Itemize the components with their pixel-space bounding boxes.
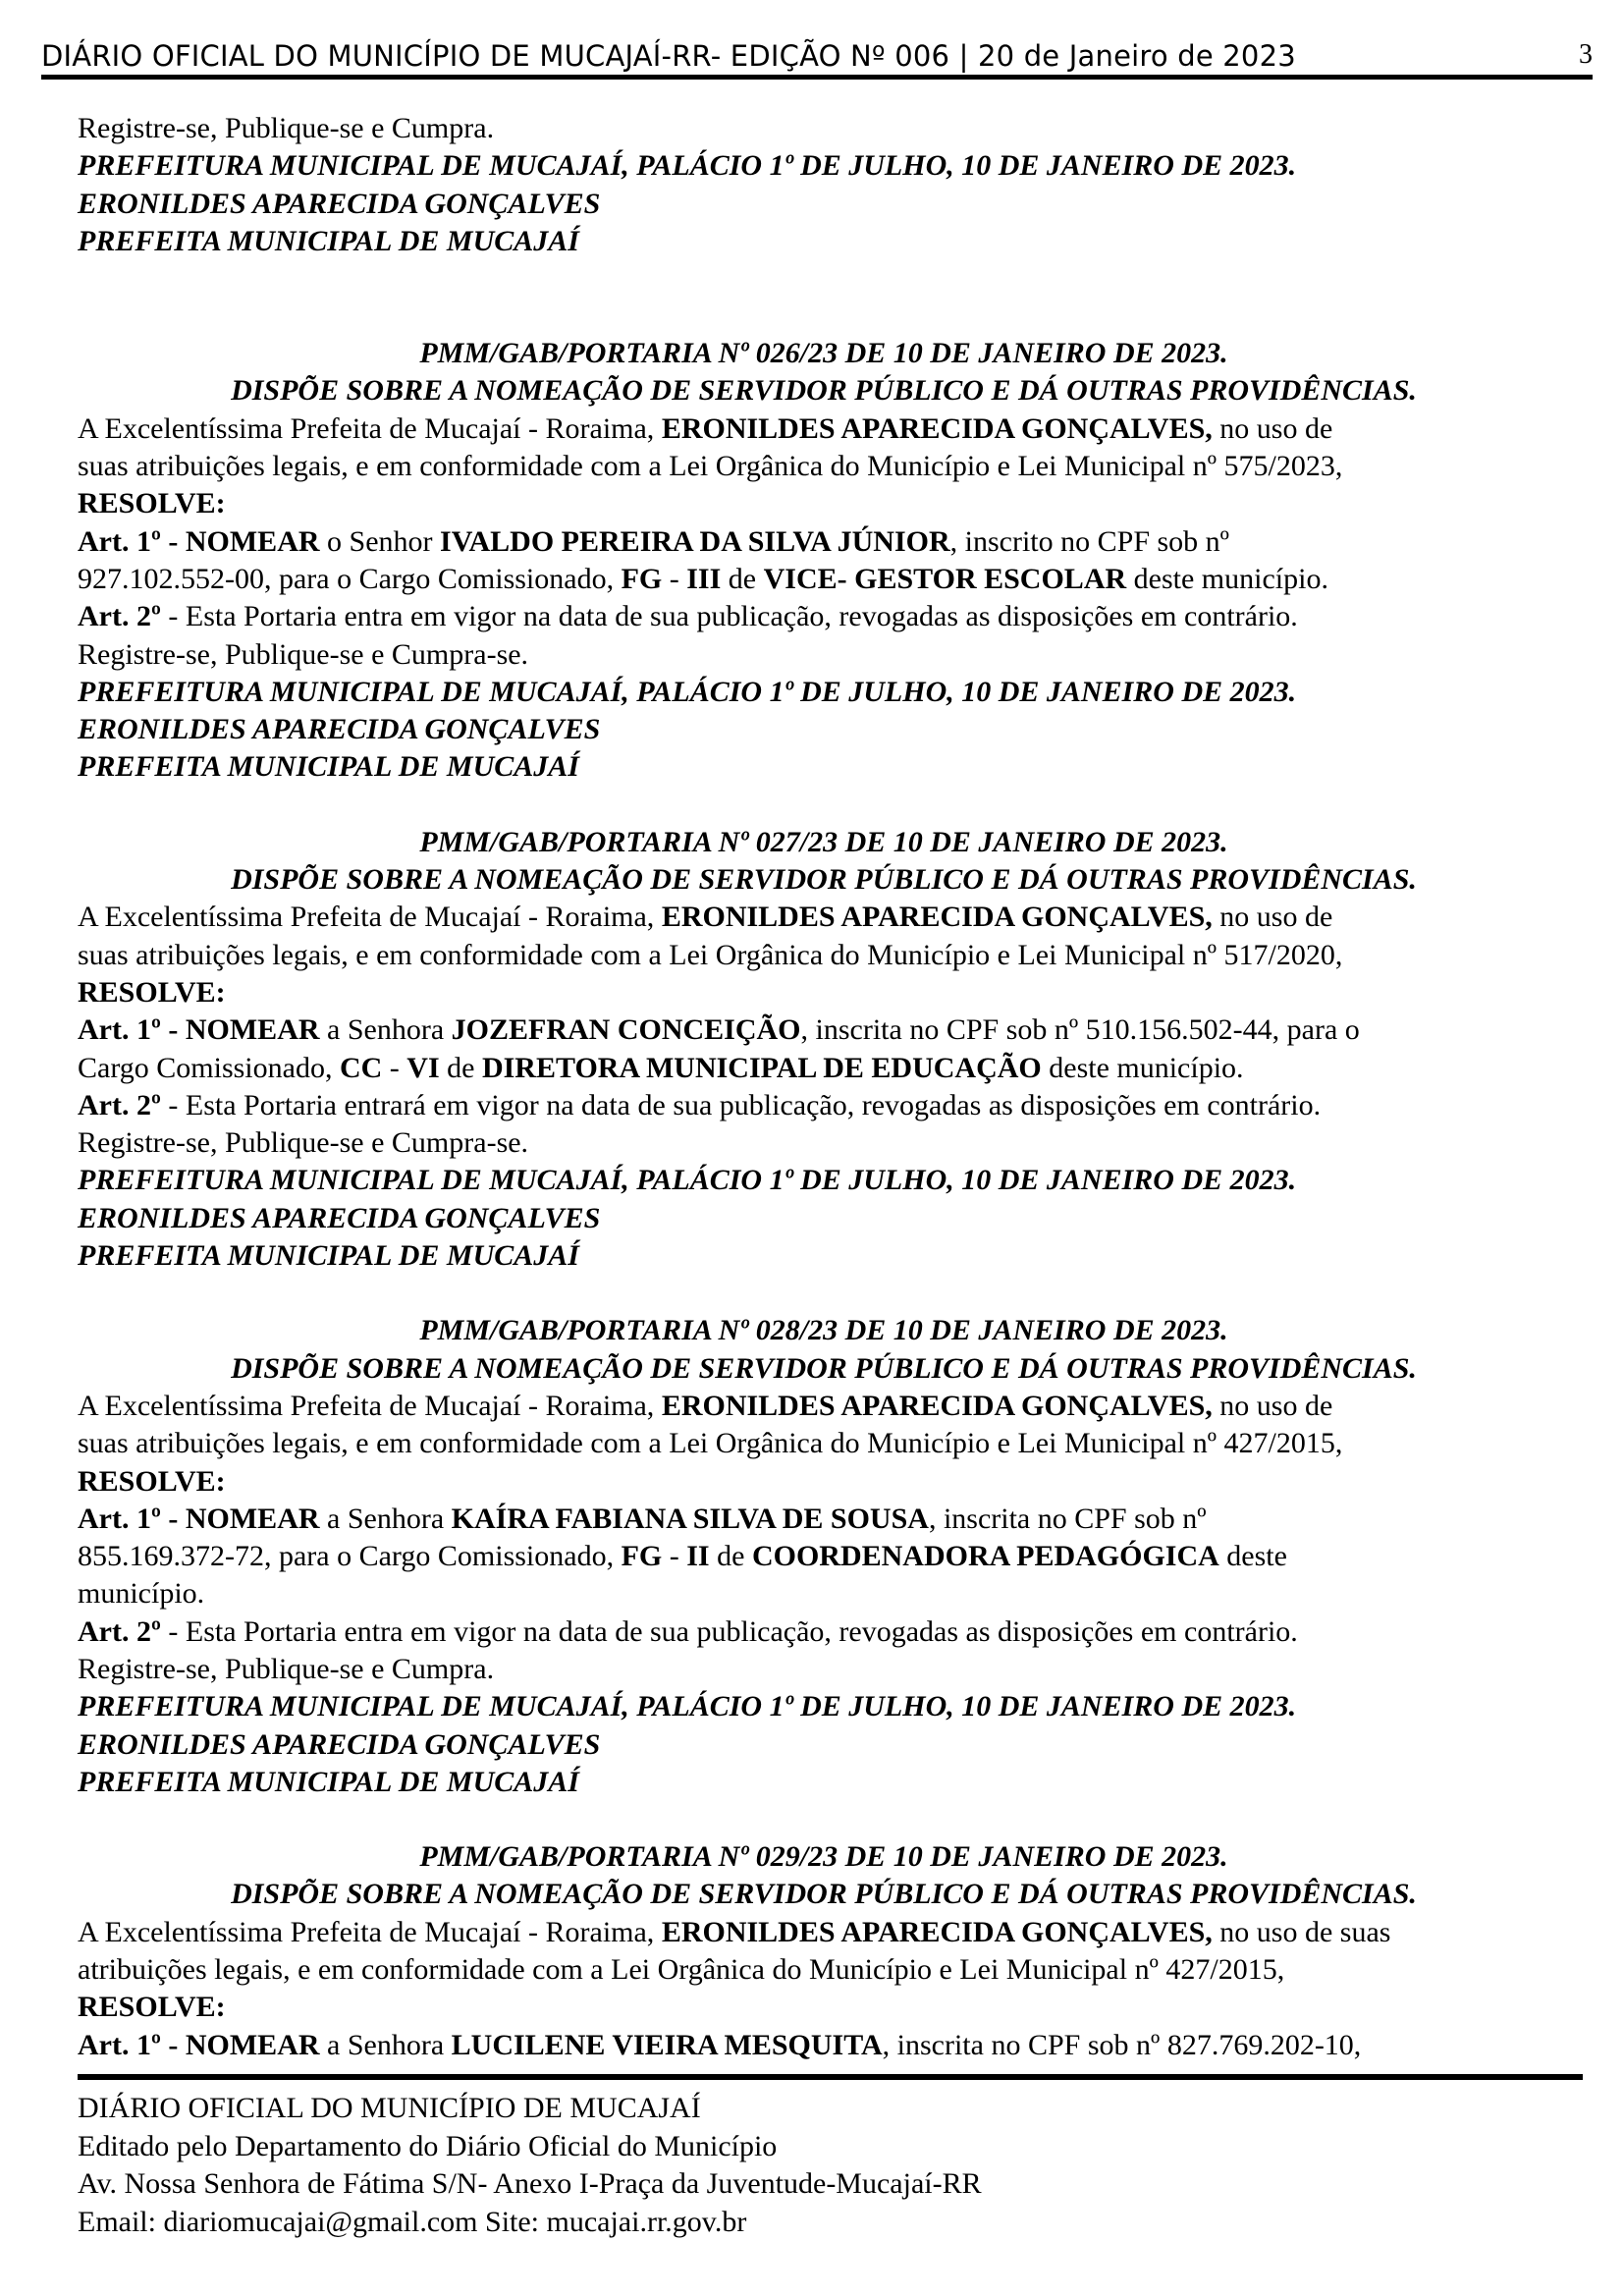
article-1-cont: 927.102.552-00, para o Cargo Comissionado, FG - III de VICE- GESTOR ESCOLAR deste município. <box>78 562 1328 595</box>
portaria-title: PMM/GAB/PORTARIA Nº 029/23 DE 10 DE JANEIRO DE 2023. <box>419 1840 1228 1874</box>
portaria-027 <box>78 824 1570 1276</box>
closing-line: Registre-se, Publique-se e Cumpra. <box>78 1652 495 1685</box>
signer-role: PREFEITA MUNICIPAL DE MUCAJAÍ <box>78 1765 579 1798</box>
page-number: 3 <box>1579 39 1593 70</box>
page-footer <box>78 2090 982 2241</box>
page-header <box>41 39 1593 79</box>
signer-role: PREFEITA MUNICIPAL DE MUCAJAÍ <box>78 1239 579 1273</box>
signer-name: ERONILDES APARECIDA GONÇALVES <box>78 713 601 746</box>
portaria-title: PMM/GAB/PORTARIA Nº 026/23 DE 10 DE JANEIRO DE 2023. <box>419 337 1228 370</box>
portaria-subject: DISPÕE SOBRE A NOMEAÇÃO DE SERVIDOR PÚBLICO E DÁ OUTRAS PROVIDÊNCIAS. <box>231 1878 1417 1911</box>
resolve-label: RESOLVE: <box>78 487 226 520</box>
portaria-subject: DISPÕE SOBRE A NOMEAÇÃO DE SERVIDOR PÚBLICO E DÁ OUTRAS PROVIDÊNCIAS. <box>231 1351 1417 1385</box>
portaria-intro: A Excelentíssima Prefeita de Mucajaí - Roraima, ERONILDES APARECIDA GONÇALVES, no uso de <box>78 411 1333 445</box>
footer-editor: Editado pelo Departamento do Diário Oficial do Município <box>78 2129 778 2162</box>
portaria-title: PMM/GAB/PORTARIA Nº 028/23 DE 10 DE JANEIRO DE 2023. <box>419 1314 1228 1347</box>
place-date: PREFEITURA MUNICIPAL DE MUCAJAÍ, PALÁCIO 1º DE JULHO, 10 DE JANEIRO DE 2023. <box>78 1690 1297 1723</box>
portaria-intro: A Excelentíssima Prefeita de Mucajaí - Roraima, ERONILDES APARECIDA GONÇALVES, no uso de <box>78 1389 1333 1422</box>
closing-line: Registre-se, Publique-se e Cumpra. <box>78 112 495 144</box>
resolve-label: RESOLVE: <box>78 1464 226 1498</box>
article-1-cont2: município. <box>78 1577 205 1611</box>
portaria-029 <box>78 1838 1570 2064</box>
section-gap <box>78 787 1570 824</box>
article-2: Art. 2º - Esta Portaria entra em vigor na data de sua publicação, revogadas as disposições em contrário. <box>78 600 1298 633</box>
portaria-intro: A Excelentíssima Prefeita de Mucajaí - Roraima, ERONILDES APARECIDA GONÇALVES, no uso de suas <box>78 1915 1391 1948</box>
section-gap <box>78 1801 1570 1838</box>
resolve-label: RESOLVE: <box>78 975 226 1009</box>
article-1: Art. 1º - NOMEAR a Senhora KAÍRA FABIANA SILVA DE SOUSA, inscrita no CPF sob nº <box>78 1502 1207 1535</box>
portaria-026 <box>78 335 1570 787</box>
portaria-subject: DISPÕE SOBRE A NOMEAÇÃO DE SERVIDOR PÚBLICO E DÁ OUTRAS PROVIDÊNCIAS. <box>231 374 1417 408</box>
footer-title: DIÁRIO OFICIAL DO MUNICÍPIO DE MUCAJAÍ <box>78 2092 701 2124</box>
article-2: Art. 2º - Esta Portaria entra em vigor na data de sua publicação, revogadas as disposições em contrário. <box>78 1614 1298 1648</box>
portaria-028 <box>78 1312 1570 1801</box>
article-1: Art. 1º - NOMEAR a Senhora JOZEFRAN CONCEIÇÃO, inscrita no CPF sob nº 510.156.502-44, para o <box>78 1013 1360 1047</box>
header-rule <box>41 75 1593 80</box>
portaria-intro-cont: suas atribuições legais, e em conformidade com a Lei Orgânica do Município e Lei Municipal nº 575/2023, <box>78 450 1343 483</box>
header-title: DIÁRIO OFICIAL DO MUNICÍPIO DE MUCAJAÍ-RR- EDIÇÃO Nº 006 | 20 de Janeiro de 2023 <box>41 39 1296 73</box>
signer-role: PREFEITA MUNICIPAL DE MUCAJAÍ <box>78 750 579 784</box>
signer-name: ERONILDES APARECIDA GONÇALVES <box>78 1727 601 1761</box>
portaria-title: PMM/GAB/PORTARIA Nº 027/23 DE 10 DE JANEIRO DE 2023. <box>419 825 1228 858</box>
signer-name: ERONILDES APARECIDA GONÇALVES <box>78 187 601 220</box>
signer-name: ERONILDES APARECIDA GONÇALVES <box>78 1201 601 1234</box>
footer-rule <box>78 2074 1583 2080</box>
article-1-cont: Cargo Comissionado, CC - VI de DIRETORA MUNICIPAL DE EDUCAÇÃO deste município. <box>78 1051 1244 1084</box>
portaria-subject: DISPÕE SOBRE A NOMEAÇÃO DE SERVIDOR PÚBLICO E DÁ OUTRAS PROVIDÊNCIAS. <box>231 863 1417 897</box>
signer-role: PREFEITA MUNICIPAL DE MUCAJAÍ <box>78 224 579 257</box>
portaria-intro-cont: atribuições legais, e em conformidade com a Lei Orgânica do Município e Lei Municipal nº 427/2015, <box>78 1953 1285 1987</box>
resolve-label: RESOLVE: <box>78 1991 226 2024</box>
portaria-intro-cont: suas atribuições legais, e em conformidade com a Lei Orgânica do Município e Lei Municipal nº 427/2015, <box>78 1427 1343 1460</box>
closing-line: Registre-se, Publique-se e Cumpra-se. <box>78 1126 529 1160</box>
section-gap <box>78 1275 1570 1312</box>
article-1-cont: 855.169.372-72, para o Cargo Comissionado, FG - II de COORDENADORA PEDAGÓGICA deste <box>78 1540 1287 1573</box>
section-gap <box>78 260 1570 335</box>
footer-contact: Email: diariomucajai@gmail.com Site: mucajai.rr.gov.br <box>78 2205 747 2238</box>
closing-line: Registre-se, Publique-se e Cumpra-se. <box>78 637 529 671</box>
previous-portaria-ending <box>78 110 1570 260</box>
article-1: Art. 1º - NOMEAR a Senhora LUCILENE VIEIRA MESQUITA, inscrita no CPF sob nº 827.769.202-10, <box>78 2028 1362 2061</box>
document-body <box>78 110 1570 2064</box>
place-date: PREFEITURA MUNICIPAL DE MUCAJAÍ, PALÁCIO 1º DE JULHO, 10 DE JANEIRO DE 2023. <box>78 1164 1297 1197</box>
place-date: PREFEITURA MUNICIPAL DE MUCAJAÍ, PALÁCIO 1º DE JULHO, 10 DE JANEIRO DE 2023. <box>78 149 1297 183</box>
article-2: Art. 2º - Esta Portaria entrará em vigor na data de sua publicação, revogadas as disposições em contrário. <box>78 1088 1322 1121</box>
place-date: PREFEITURA MUNICIPAL DE MUCAJAÍ, PALÁCIO 1º DE JULHO, 10 DE JANEIRO DE 2023. <box>78 675 1297 708</box>
portaria-intro: A Excelentíssima Prefeita de Mucajaí - Roraima, ERONILDES APARECIDA GONÇALVES, no uso de <box>78 901 1333 934</box>
footer-address: Av. Nossa Senhora de Fátima S/N- Anexo I-Praça da Juventude-Mucajaí-RR <box>78 2167 982 2200</box>
portaria-intro-cont: suas atribuições legais, e em conformidade com a Lei Orgânica do Município e Lei Municipal nº 517/2020, <box>78 938 1343 971</box>
article-1: Art. 1º - NOMEAR o Senhor IVALDO PEREIRA DA SILVA JÚNIOR, inscrito no CPF sob nº <box>78 524 1229 558</box>
